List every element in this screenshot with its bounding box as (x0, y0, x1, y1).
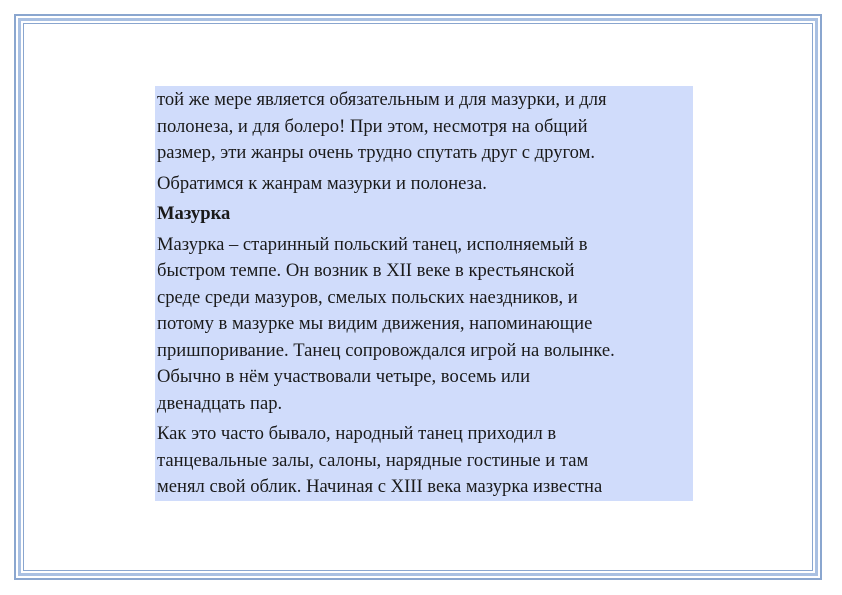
text-line: Мазурка – старинный польский танец, исполняемый в (157, 233, 588, 255)
text-line: Обратимся к жанрам мазурки и полонеза. (157, 172, 487, 194)
text-line: менял свой облик. Начиная с XIII века мазурка известна (157, 476, 603, 497)
text-line: танцевальные залы, салоны, нарядные гостиные и там (157, 449, 589, 471)
heading-text: Мазурка (157, 203, 231, 224)
text-line: среде среди мазуров, смелых польских наездников, и (157, 286, 578, 308)
text-line: пришпоривание. Танец сопровождался игрой на волынке. (157, 339, 615, 361)
text-line: потому в мазурке мы видим движения, напоминающие (157, 313, 593, 334)
text-line: той же мере является обязательным и для мазурки, и для (157, 89, 607, 110)
text-line: Обычно в нём участвовали четыре, восемь или (157, 366, 531, 387)
paragraph-history (157, 421, 693, 501)
text-line: размер, эти жанры очень трудно спутать друг с другом. (157, 142, 596, 163)
paragraph-transition (157, 171, 693, 198)
paragraph-mazurka (157, 232, 693, 418)
section-heading (157, 201, 693, 228)
text-line: быстром темпе. Он возник в XII веке в крестьянской (157, 260, 575, 281)
paragraph-intro (157, 87, 693, 167)
text-line: Как это часто бывало, народный танец приходил в (157, 423, 557, 444)
text-block (155, 86, 693, 501)
text-line: двенадцать пар. (157, 392, 283, 414)
text-line: полонеза, и для болеро! При этом, несмотря на общий (157, 115, 588, 137)
